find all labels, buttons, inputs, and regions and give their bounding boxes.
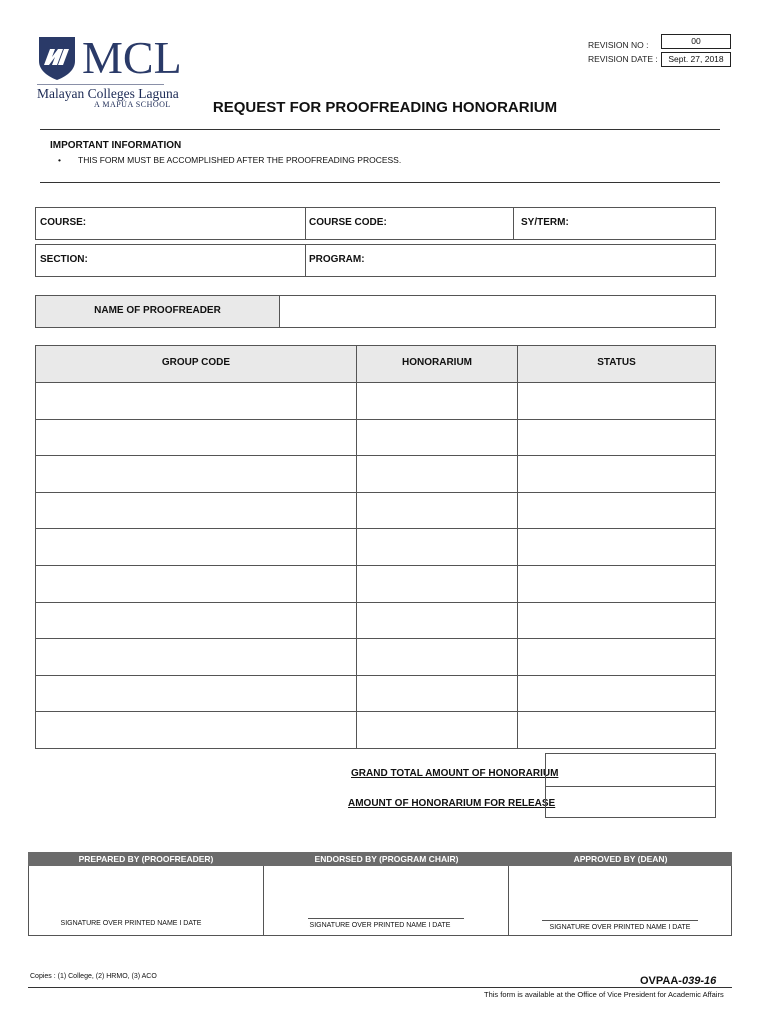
honorarium-cell[interactable] bbox=[356, 455, 518, 493]
status-cell[interactable] bbox=[517, 565, 716, 603]
course-code-label: COURSE CODE: bbox=[309, 217, 387, 228]
approved-by-signature-line bbox=[542, 920, 698, 921]
logo-wordmark: MCL bbox=[82, 32, 182, 83]
signature-divider bbox=[508, 866, 509, 936]
group-code-cell[interactable] bbox=[35, 528, 357, 566]
copies-note: Copies : (1) College, (2) HRMO, (3) ACO bbox=[30, 973, 157, 980]
status-cell[interactable] bbox=[517, 492, 716, 530]
honorarium-cell[interactable] bbox=[356, 382, 518, 420]
school-subtitle: A MAPÚA SCHOOL bbox=[94, 100, 171, 109]
school-shield-logo bbox=[37, 35, 77, 81]
title-divider bbox=[40, 129, 720, 130]
group-code-header: GROUP CODE bbox=[161, 357, 231, 368]
revision-no-value: 00 bbox=[661, 34, 731, 49]
group-code-cell[interactable] bbox=[35, 455, 357, 493]
info-divider bbox=[40, 182, 720, 183]
group-code-cell[interactable] bbox=[35, 419, 357, 457]
revision-date-label: REVISION DATE : bbox=[588, 54, 658, 64]
revision-no-label: REVISION NO : bbox=[588, 40, 649, 50]
honorarium-header: HONORARIUM bbox=[402, 357, 472, 368]
program-field[interactable] bbox=[305, 244, 716, 277]
group-code-cell[interactable] bbox=[35, 565, 357, 603]
honorarium-cell[interactable] bbox=[356, 528, 518, 566]
status-cell[interactable] bbox=[517, 602, 716, 640]
section-label: SECTION: bbox=[40, 254, 88, 265]
availability-note: This form is available at the Office of Vice President for Academic Affairs bbox=[484, 990, 724, 999]
status-cell[interactable] bbox=[517, 419, 716, 457]
proofreader-name-field[interactable] bbox=[279, 295, 716, 328]
honorarium-cell[interactable] bbox=[356, 711, 518, 749]
approved-by-header: APPROVED BY (DEAN) bbox=[509, 852, 732, 866]
group-code-cell[interactable] bbox=[35, 675, 357, 713]
honorarium-cell[interactable] bbox=[356, 419, 518, 457]
group-code-cell[interactable] bbox=[35, 638, 357, 676]
info-bullet-text: THIS FORM MUST BE ACCOMPLISHED AFTER THE PROOFREADING PROCESS. bbox=[78, 155, 402, 165]
prepared-by-caption: SIGNATURE OVER PRINTED NAME I DATE bbox=[60, 920, 202, 927]
form-code-prefix: OVPAA- bbox=[640, 975, 682, 987]
group-code-cell[interactable] bbox=[35, 602, 357, 640]
release-amount-field[interactable] bbox=[545, 786, 716, 818]
logo-divider bbox=[37, 84, 164, 85]
status-header: STATUS bbox=[597, 357, 636, 368]
endorsed-by-caption: SIGNATURE OVER PRINTED NAME I DATE bbox=[309, 922, 451, 929]
status-cell[interactable] bbox=[517, 638, 716, 676]
info-bullet: • THIS FORM MUST BE ACCOMPLISHED AFTER THE PROOFREADING PROCESS. bbox=[58, 155, 402, 165]
course-label: COURSE: bbox=[40, 217, 87, 228]
honorarium-cell[interactable] bbox=[356, 638, 518, 676]
endorsed-by-signature-line bbox=[308, 918, 464, 919]
status-cell[interactable] bbox=[517, 455, 716, 493]
signature-divider bbox=[263, 866, 264, 936]
honorarium-cell[interactable] bbox=[356, 602, 518, 640]
grand-total-label: GRAND TOTAL AMOUNT OF HONORARIUM bbox=[351, 768, 559, 779]
status-cell[interactable] bbox=[517, 382, 716, 420]
status-cell[interactable] bbox=[517, 711, 716, 749]
grand-total-field[interactable] bbox=[545, 753, 716, 787]
form-code-number: 039-16 bbox=[681, 975, 717, 987]
sy-term-label: SY/TERM: bbox=[521, 217, 569, 228]
honorarium-cell[interactable] bbox=[356, 565, 518, 603]
proofreader-label: NAME OF PROOFREADER bbox=[94, 305, 221, 316]
prepared-by-header: PREPARED BY (PROOFREADER) bbox=[28, 852, 264, 866]
endorsed-by-header: ENDORSED BY (PROGRAM CHAIR) bbox=[264, 852, 509, 866]
approved-by-caption: SIGNATURE OVER PRINTED NAME I DATE bbox=[549, 924, 691, 931]
release-amount-label: AMOUNT OF HONORARIUM FOR RELEASE bbox=[348, 798, 556, 809]
honorarium-cell[interactable] bbox=[356, 492, 518, 530]
revision-date-value: Sept. 27, 2018 bbox=[661, 52, 731, 67]
program-label: PROGRAM: bbox=[309, 254, 365, 265]
group-code-cell[interactable] bbox=[35, 711, 357, 749]
status-cell[interactable] bbox=[517, 528, 716, 566]
info-heading: IMPORTANT INFORMATION bbox=[50, 140, 182, 151]
form-code bbox=[640, 975, 716, 987]
footer-divider bbox=[28, 987, 732, 988]
group-code-cell[interactable] bbox=[35, 492, 357, 530]
status-cell[interactable] bbox=[517, 675, 716, 713]
school-name: Malayan Colleges Laguna bbox=[37, 86, 179, 101]
group-code-cell[interactable] bbox=[35, 382, 357, 420]
honorarium-cell[interactable] bbox=[356, 675, 518, 713]
form-title: REQUEST FOR PROOFREADING HONORARIUM bbox=[212, 99, 558, 116]
